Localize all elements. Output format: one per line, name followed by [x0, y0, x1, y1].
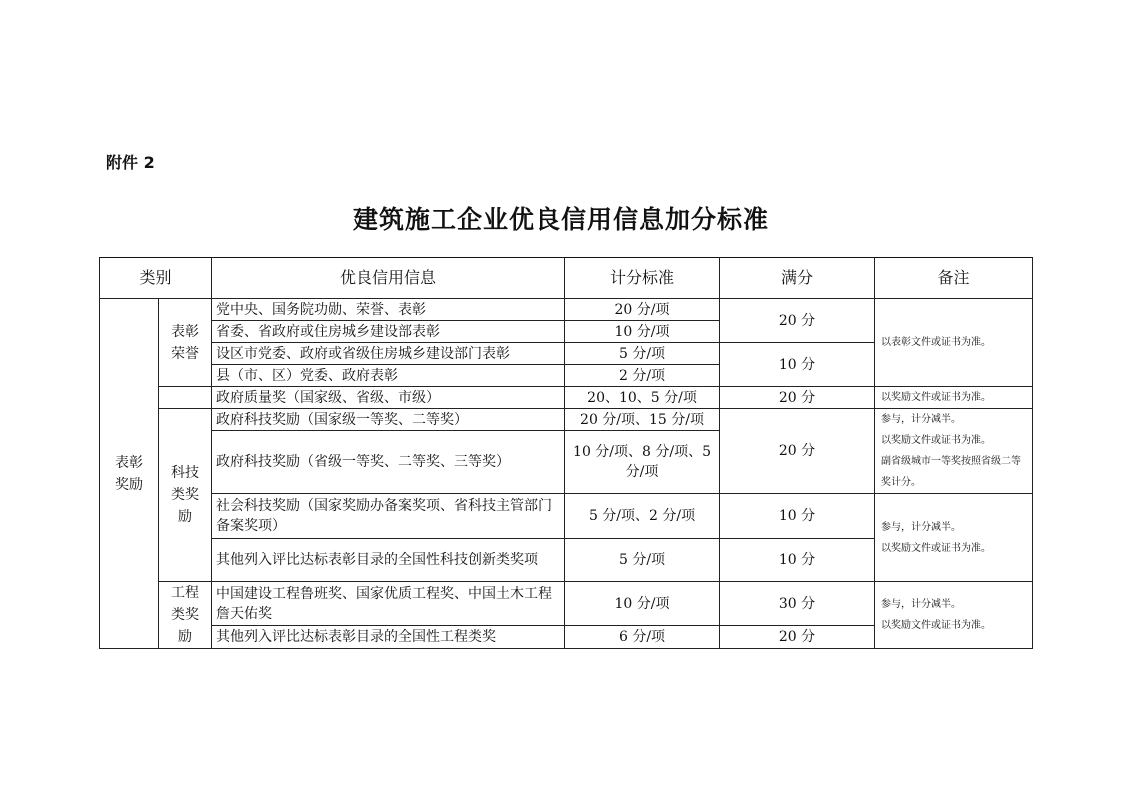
- info-cell: 县（市、区）党委、政府表彰: [212, 365, 565, 387]
- score-cell: 6 分/项: [565, 626, 720, 649]
- note-line: 以奖励文件或证书为准。: [881, 620, 992, 631]
- category-cell: [100, 299, 159, 649]
- subcategory-engineering: [159, 582, 212, 649]
- full-score-cell: 10 分: [720, 494, 875, 539]
- info-cell: 省委、省政府或住房城乡建设部表彰: [212, 321, 565, 343]
- full-score-cell: 10 分: [720, 343, 875, 387]
- score-cell: 2 分/项: [565, 365, 720, 387]
- note-cell: 以奖励文件或证书为准。: [875, 387, 1033, 409]
- note-line: 以奖励文件或证书为准。: [881, 435, 992, 446]
- credit-score-table: [99, 257, 1033, 649]
- full-score-cell: 10 分: [720, 539, 875, 582]
- info-cell: 社会科技奖励（国家奖励办备案奖项、省科技主管部门备案奖项）: [212, 494, 565, 539]
- subcategory-empty: [159, 387, 212, 409]
- table-row: [100, 582, 1033, 626]
- info-cell: 设区市党委、政府或省级住房城乡建设部门表彰: [212, 343, 565, 365]
- full-score-cell: 20 分: [720, 409, 875, 494]
- header-note: 备注: [875, 258, 1033, 299]
- subcategory-engineering-label: 工程类奖励: [171, 585, 199, 645]
- note-line: 以奖励文件或证书为准。: [881, 542, 992, 554]
- info-cell: 政府科技奖励（国家级一等奖、二等奖）: [212, 409, 565, 431]
- header-category: 类别: [100, 258, 212, 299]
- score-cell: 20、10、5 分/项: [565, 387, 720, 409]
- subcategory-honor: [159, 299, 212, 387]
- table-row: [100, 299, 1033, 321]
- info-cell: 其他列入评比达标表彰目录的全国性科技创新类奖项: [212, 539, 565, 582]
- info-cell: 政府质量奖（国家级、省级、市级）: [212, 387, 565, 409]
- note-cell: [875, 582, 1033, 649]
- full-score-cell: 20 分: [720, 626, 875, 649]
- note-line: 副省级城市一等奖按照省级二等奖计分。: [881, 456, 1022, 488]
- note-line: 参与，计分减半。: [881, 414, 962, 425]
- score-cell: 5 分/项: [565, 343, 720, 365]
- score-cell: 10 分/项、8 分/项、5 分/项: [565, 431, 720, 494]
- note-cell: [875, 494, 1033, 582]
- info-cell: 其他列入评比达标表彰目录的全国性工程类奖: [212, 626, 565, 649]
- info-cell: 党中央、国务院功勋、荣誉、表彰: [212, 299, 565, 321]
- note-cell: 以表彰文件或证书为准。: [875, 299, 1033, 387]
- score-cell: 10 分/项: [565, 582, 720, 626]
- document-title: 建筑施工企业优良信用信息加分标准: [352, 205, 769, 234]
- score-cell: 20 分/项: [565, 299, 720, 321]
- subcategory-tech: [159, 409, 212, 582]
- full-score-cell: 20 分: [720, 299, 875, 343]
- table-header-row: [100, 258, 1033, 299]
- score-cell: 20 分/项、15 分/项: [565, 409, 720, 431]
- header-info: 优良信用信息: [212, 258, 565, 299]
- full-score-cell: 30 分: [720, 582, 875, 626]
- info-cell: 政府科技奖励（省级一等奖、二等奖、三等奖）: [212, 431, 565, 494]
- header-score-standard: 计分标准: [565, 258, 720, 299]
- subcategory-honor-label: 表彰荣誉: [171, 323, 199, 362]
- note-line: 参与，计分减半。: [881, 521, 962, 533]
- note-line: 参与，计分减半。: [881, 599, 962, 610]
- subcategory-tech-label: 科技类奖励: [171, 465, 199, 525]
- attachment-label: 附件 2: [106, 153, 155, 172]
- header-full-score: 满分: [720, 258, 875, 299]
- table-row: [100, 409, 1033, 431]
- score-cell: 10 分/项: [565, 321, 720, 343]
- score-cell: 5 分/项: [565, 539, 720, 582]
- table-row: [100, 494, 1033, 539]
- table-row: [100, 387, 1033, 409]
- category-label: 表彰奖励: [115, 454, 143, 493]
- note-cell: [875, 409, 1033, 494]
- score-cell: 5 分/项、2 分/项: [565, 494, 720, 539]
- info-cell: 中国建设工程鲁班奖、国家优质工程奖、中国土木工程詹天佑奖: [212, 582, 565, 626]
- full-score-cell: 20 分: [720, 387, 875, 409]
